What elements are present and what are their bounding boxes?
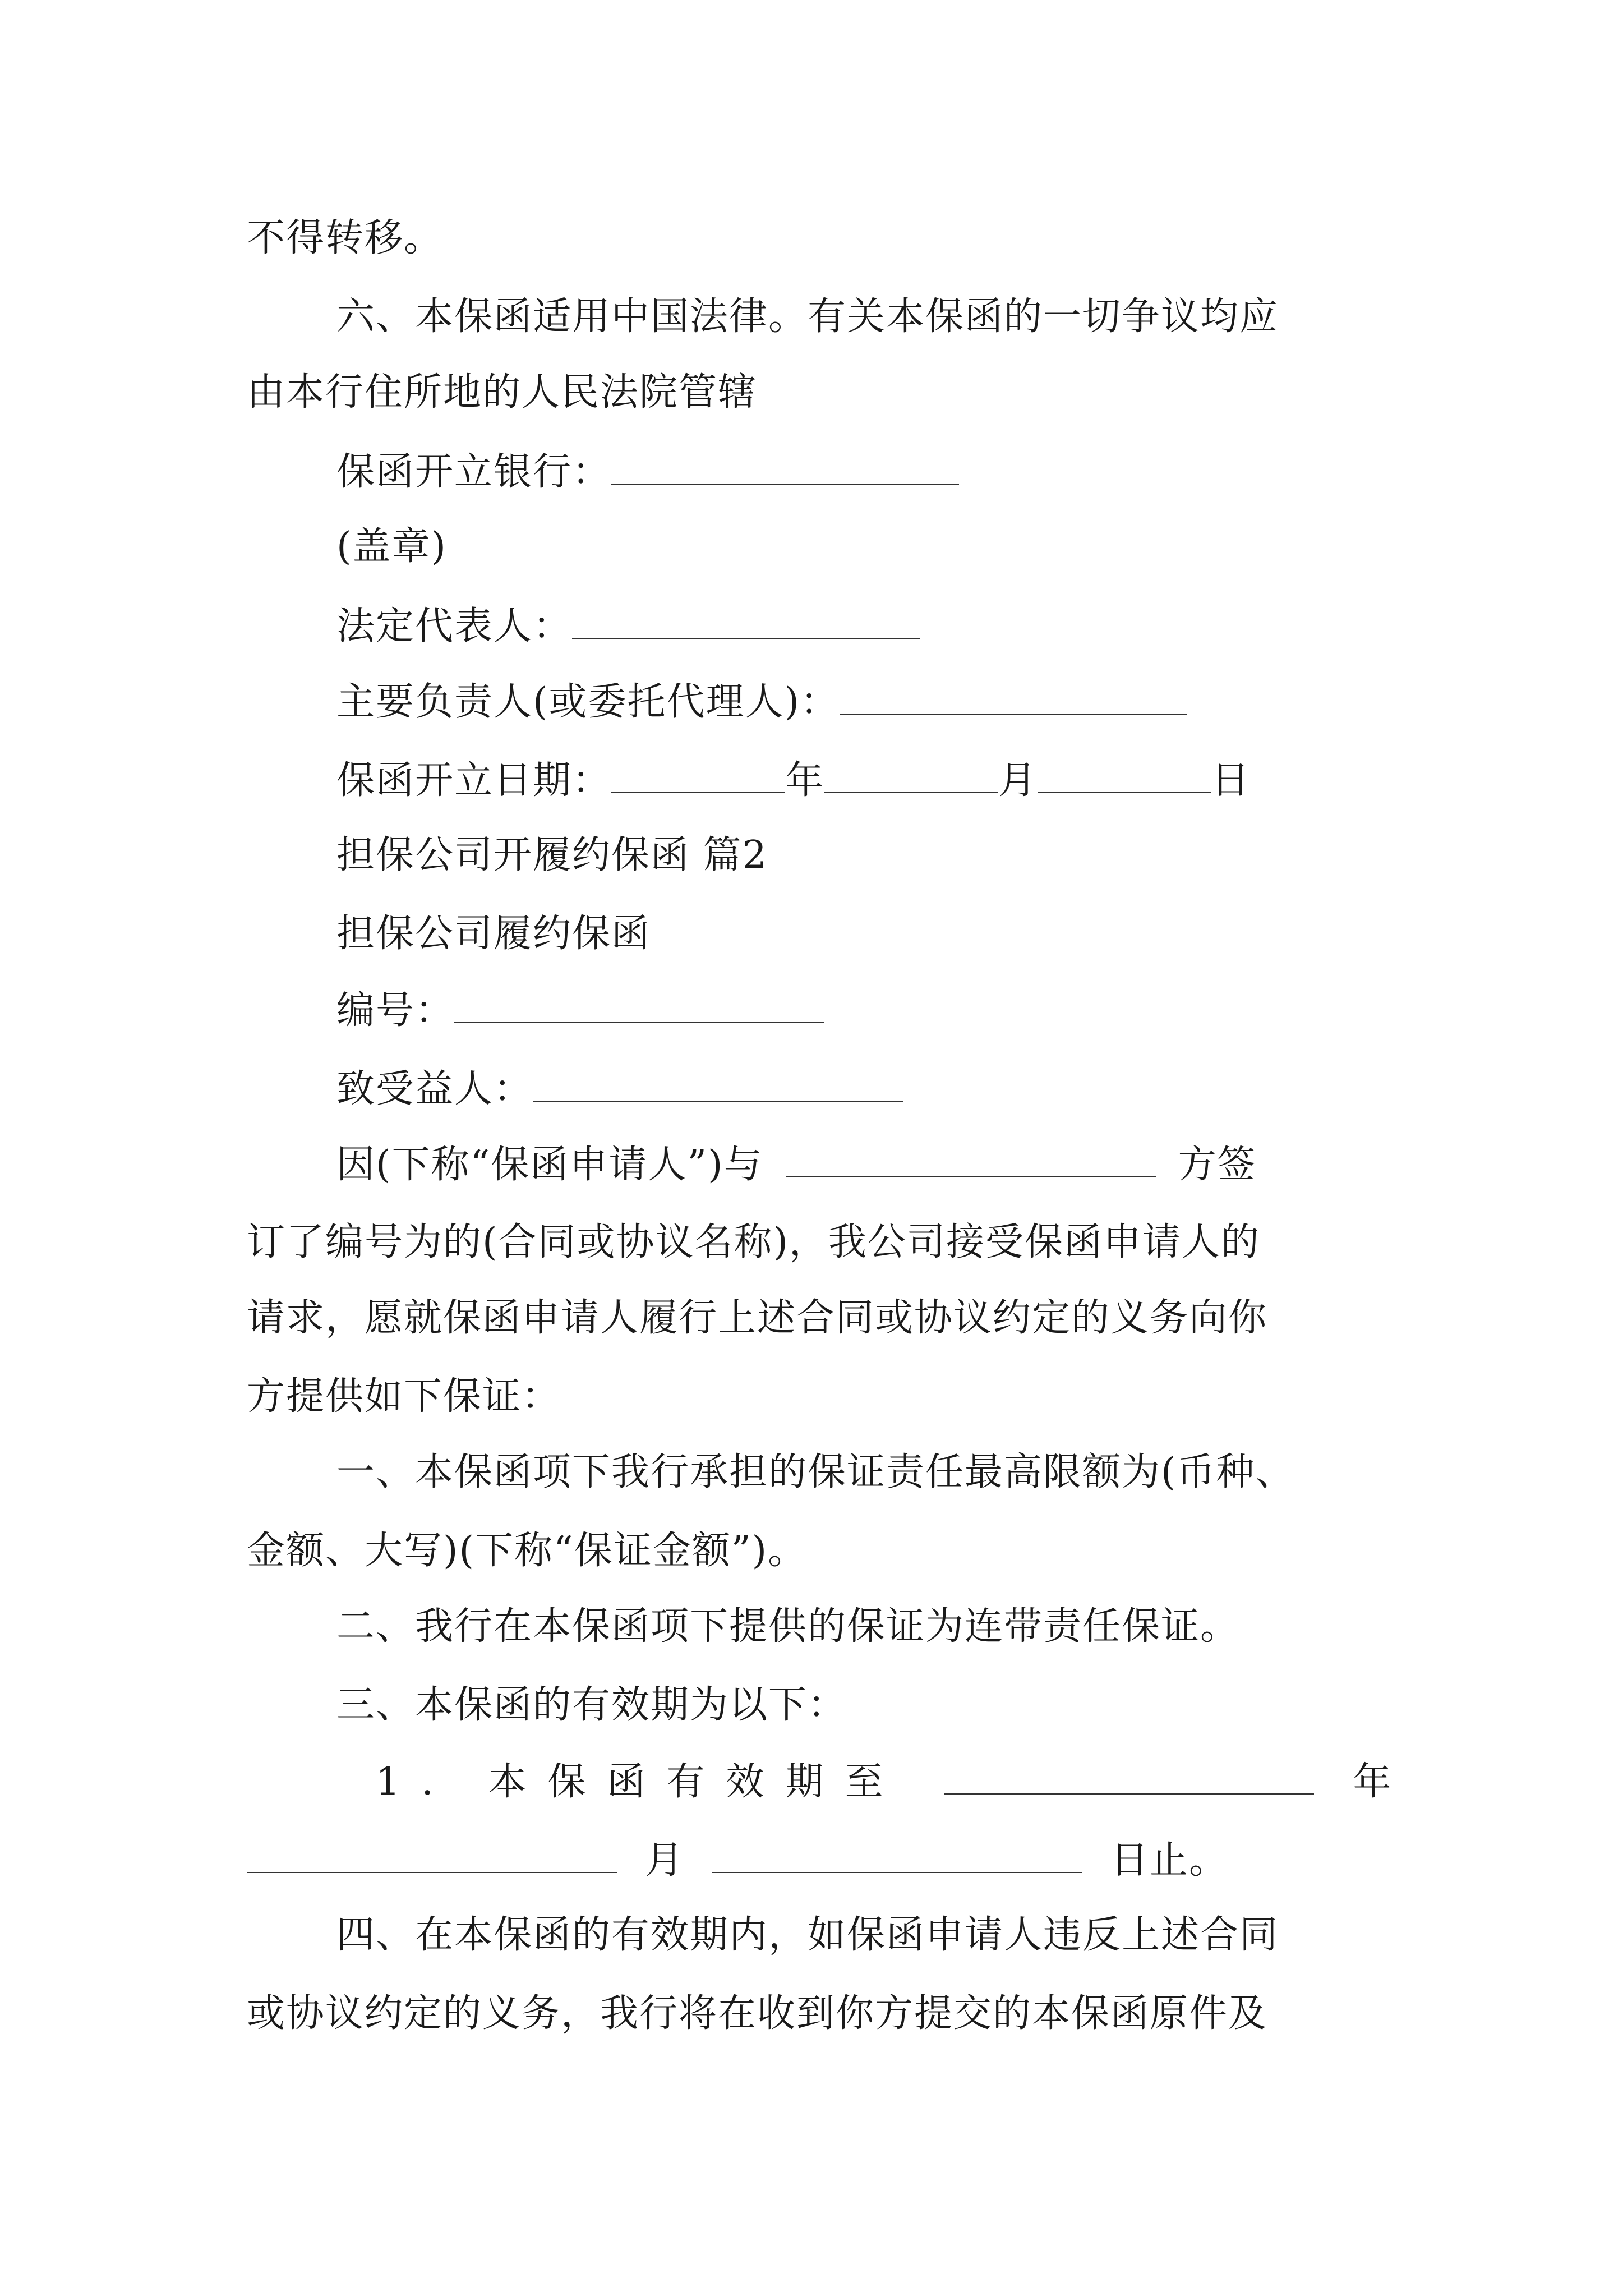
text-line [336, 1604, 1239, 1649]
validity-month-blank [247, 1837, 617, 1873]
year-blank [611, 757, 785, 793]
principal-blank [840, 679, 1187, 715]
text-line [247, 370, 757, 415]
number-label: 编号： [336, 988, 455, 1033]
text-line [247, 216, 443, 261]
legal-representative-blank [572, 603, 920, 639]
clause-text: 或协议约定的义务，我行将在收到你方提交的本保函原件及 [247, 1991, 1268, 2036]
text-line [336, 295, 1279, 339]
seal-text: (盖章) [336, 524, 448, 569]
text-line [336, 1142, 1257, 1186]
issuing-bank-label: 保函开立银行： [336, 450, 612, 494]
section-heading: 担保公司开履约保函 篇2 [336, 833, 768, 877]
validity-text: 1. 本保函有效期至 [376, 1760, 905, 1804]
month-text: 月 [998, 758, 1038, 803]
beneficiary-label: 致受益人： [336, 1067, 533, 1111]
text-line [247, 1220, 1260, 1265]
text-line [336, 833, 768, 878]
text-line [247, 1374, 561, 1419]
clause-text: 金额、大写)(下称“保证金额”)。 [247, 1529, 808, 1573]
paragraph-text: 方签 [1178, 1143, 1257, 1187]
clause-text: 二、我行在本保函项下提供的保证为连带责任保证。 [336, 1604, 1240, 1649]
text-line [336, 524, 447, 569]
text-line [247, 1991, 1267, 2036]
text-line [336, 603, 920, 648]
text-line [336, 679, 1187, 724]
month-text: 月 [645, 1838, 685, 1883]
paragraph-text: 请求，愿就保函申请人履行上述合同或协议约定的义务向你 [247, 1296, 1268, 1340]
validity-day-blank [712, 1837, 1082, 1873]
text-line [376, 1759, 1393, 1803]
day-blank [1038, 757, 1211, 793]
text-line [336, 912, 651, 956]
text-line [336, 1683, 847, 1728]
validity-year-blank [944, 1759, 1314, 1795]
text-line [336, 1913, 1279, 1958]
paragraph-text: 因(下称“保函申请人”)与 [336, 1143, 763, 1187]
year-text: 年 [785, 758, 825, 803]
issuing-bank-blank [611, 449, 959, 485]
text-line [247, 1837, 1228, 1882]
issue-date-label: 保函开立日期： [336, 758, 612, 803]
month-blank [824, 757, 998, 793]
clause-text: 三、本保函的有效期为以下： [336, 1683, 847, 1727]
beneficiary-blank [533, 1066, 903, 1102]
paragraph-text: 方提供如下保证： [247, 1374, 561, 1419]
counterparty-blank [786, 1142, 1156, 1177]
day-text: 日 [1211, 758, 1251, 803]
text-line [336, 757, 1251, 802]
paragraph-text: 六、本保函适用中国法律。有关本保函的一切争议均应 [336, 295, 1279, 339]
number-blank [454, 987, 824, 1023]
text-line [247, 1529, 807, 1573]
text-line [247, 1296, 1267, 1341]
clause-text: 一、本保函项下我行承担的保证责任最高限额为(币种、 [336, 1450, 1295, 1494]
day-text: 日止。 [1110, 1838, 1229, 1883]
text-line [336, 1066, 903, 1111]
paragraph-text: 订了编号为的(合同或协议名称)，我公司接受保函申请人的 [247, 1220, 1261, 1264]
clause-text: 四、在本保函的有效期内，如保函申请人违反上述合同 [336, 1913, 1279, 1957]
paragraph-text: 不得转移。 [247, 216, 444, 260]
text-line [336, 449, 959, 494]
legal-representative-label: 法定代表人： [336, 604, 573, 648]
paragraph-text: 由本行住所地的人民法院管辖 [247, 370, 758, 415]
text-line [336, 987, 824, 1032]
principal-label: 主要负责人(或委托代理人)： [336, 680, 840, 724]
year-text: 年 [1353, 1760, 1393, 1804]
document-title: 担保公司履约保函 [336, 912, 651, 956]
text-line [336, 1450, 1295, 1495]
